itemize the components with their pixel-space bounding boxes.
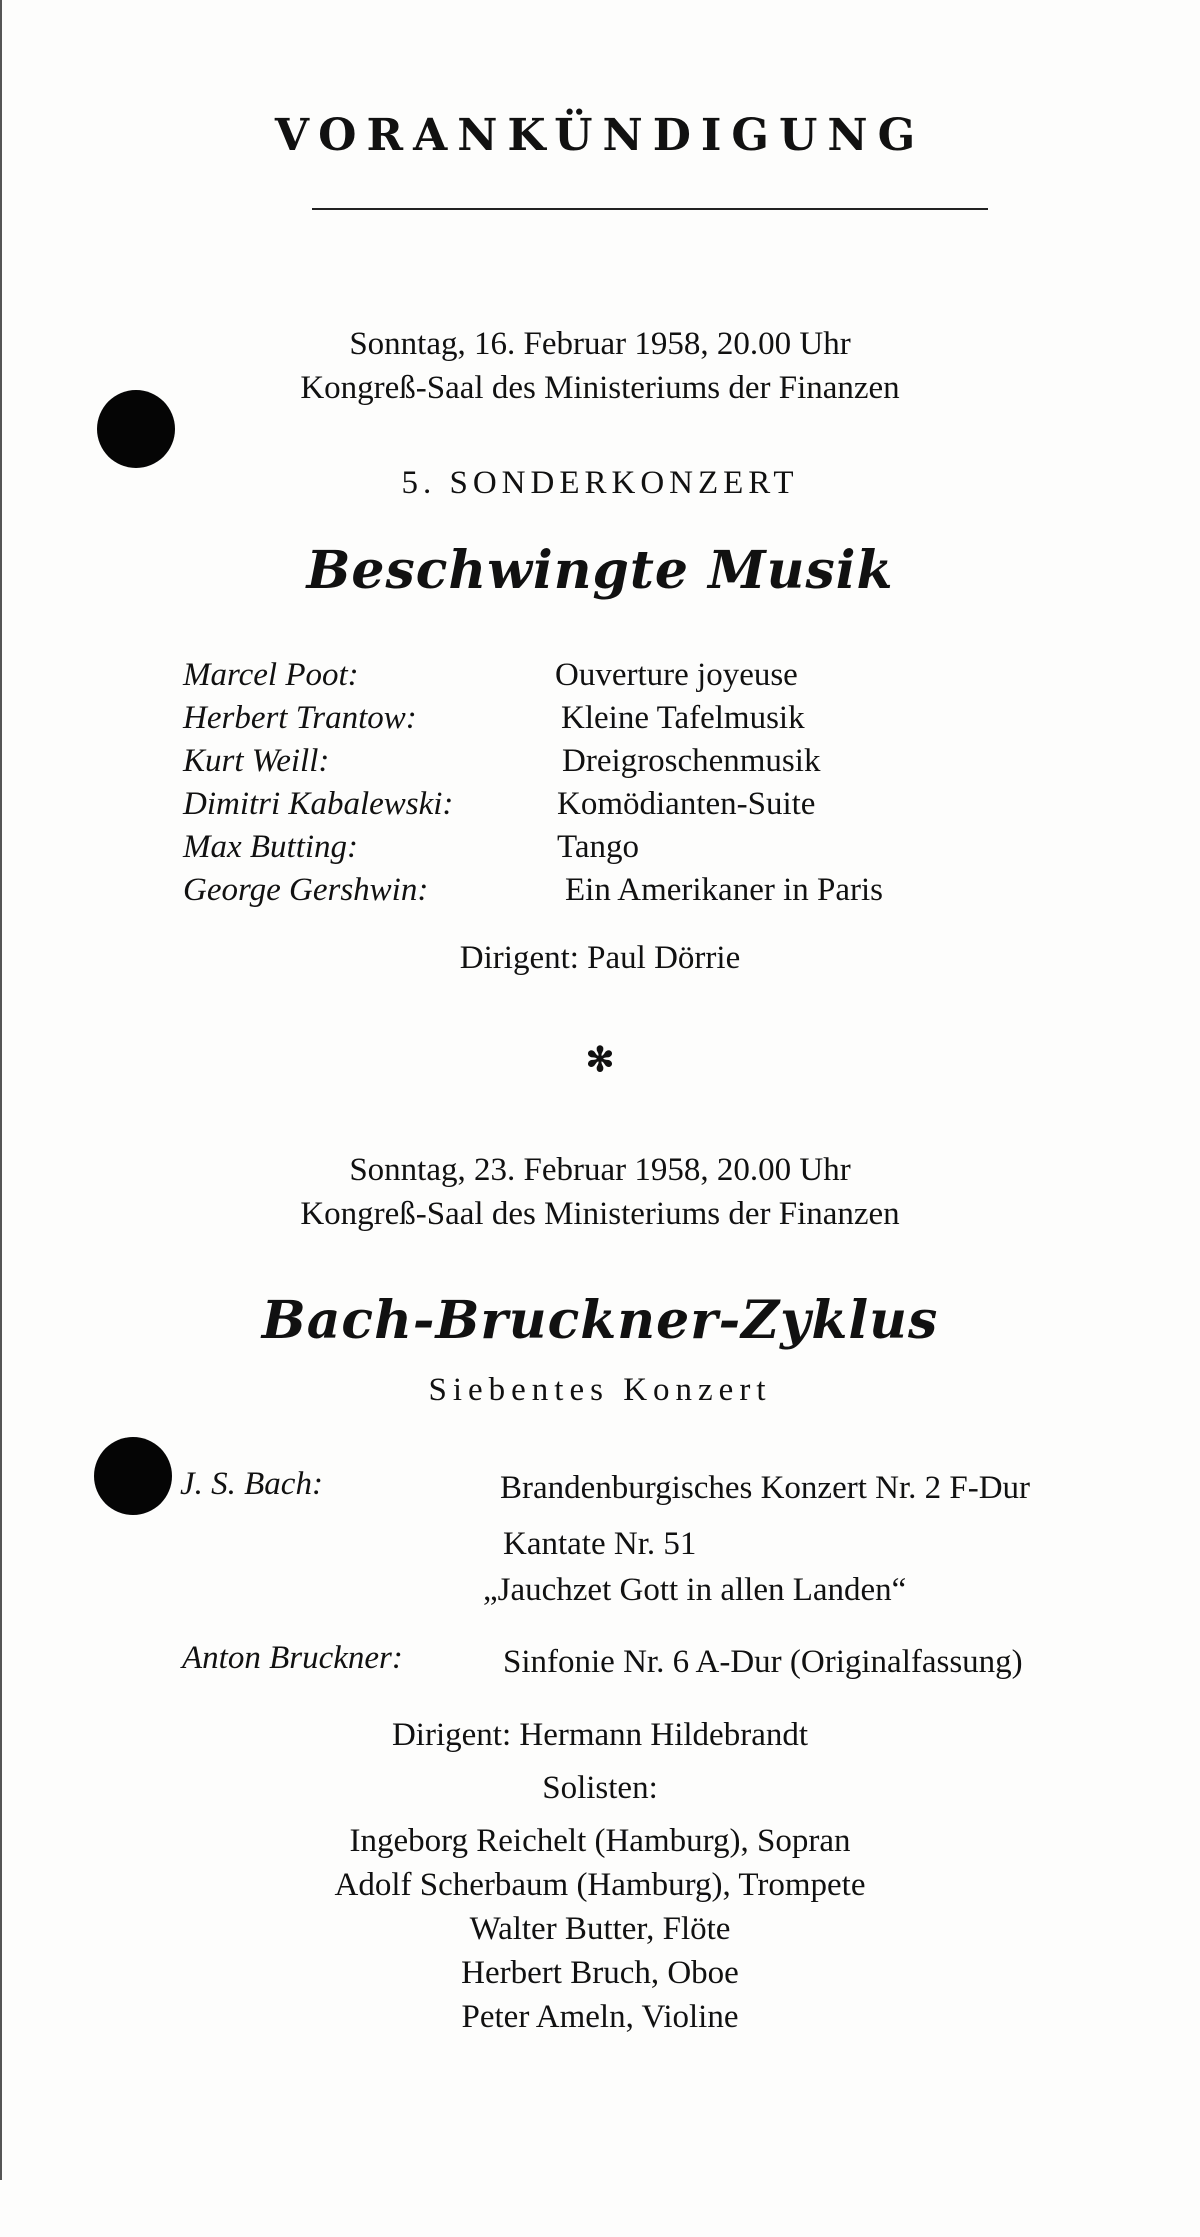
composer-name: Anton Bruckner: <box>182 1640 403 1676</box>
composer-name: Dimitri Kabalewski: <box>183 786 454 822</box>
composer-name: Marcel Poot: <box>183 657 359 693</box>
concert2-date: Sonntag, 23. Februar 1958, 20.00 Uhr <box>349 1152 851 1188</box>
heading-rule <box>312 208 988 210</box>
concert1-number: 5. SONDERKONZERT <box>401 465 799 501</box>
soloists-label: Solisten: <box>542 1770 658 1806</box>
work-title: „Jauchzet Gott in allen Landen“ <box>483 1572 907 1608</box>
soloist-line: Herbert Bruch, Oboe <box>461 1955 739 1991</box>
work-title: Kleine Tafelmusik <box>561 700 805 736</box>
work-title: Kantate Nr. 51 <box>503 1526 697 1562</box>
concert1-conductor: Dirigent: Paul Dörrie <box>459 940 741 976</box>
soloist-line: Walter Butter, Flöte <box>469 1911 731 1947</box>
concert1-title: Beschwingte Musik <box>306 540 894 601</box>
concert2-title: Bach-Bruckner-Zyklus <box>261 1290 939 1351</box>
work-title: Brandenburgisches Konzert Nr. 2 F-Dur <box>500 1470 1031 1506</box>
soloist-line: Peter Ameln, Violine <box>461 1999 739 2035</box>
composer-name: Max Butting: <box>183 829 359 865</box>
work-title: Dreigroschenmusik <box>562 743 821 779</box>
concert1-venue: Kongreß-Saal des Ministeriums der Finanzen <box>300 370 900 406</box>
concert2-conductor: Dirigent: Hermann Hildebrandt <box>391 1717 809 1753</box>
soloist-line: Ingeborg Reichelt (Hamburg), Sopran <box>349 1823 851 1859</box>
composer-name: George Gershwin: <box>183 872 429 908</box>
soloist-line: Adolf Scherbaum (Hamburg), Trompete <box>334 1867 866 1903</box>
work-title: Komödianten-Suite <box>557 786 816 822</box>
composer-name: J. S. Bach: <box>180 1466 323 1502</box>
composer-name: Herbert Trantow: <box>183 700 417 736</box>
announcement-heading: VORANKÜNDIGUNG <box>274 110 926 161</box>
concert1-date: Sonntag, 16. Februar 1958, 20.00 Uhr <box>349 326 851 362</box>
concert2-venue: Kongreß-Saal des Ministeriums der Finanzen <box>300 1196 900 1232</box>
work-title: Sinfonie Nr. 6 A-Dur (Originalfassung) <box>503 1644 1023 1680</box>
work-title: Ouverture joyeuse <box>555 657 798 693</box>
work-title: Tango <box>557 829 640 865</box>
concert2-subtitle: Siebentes Konzert <box>428 1372 772 1408</box>
composer-name: Kurt Weill: <box>183 743 330 779</box>
section-ornament: ✻ <box>585 1040 615 1080</box>
work-title: Ein Amerikaner in Paris <box>565 872 884 908</box>
punch-hole-bottom <box>94 1437 172 1515</box>
